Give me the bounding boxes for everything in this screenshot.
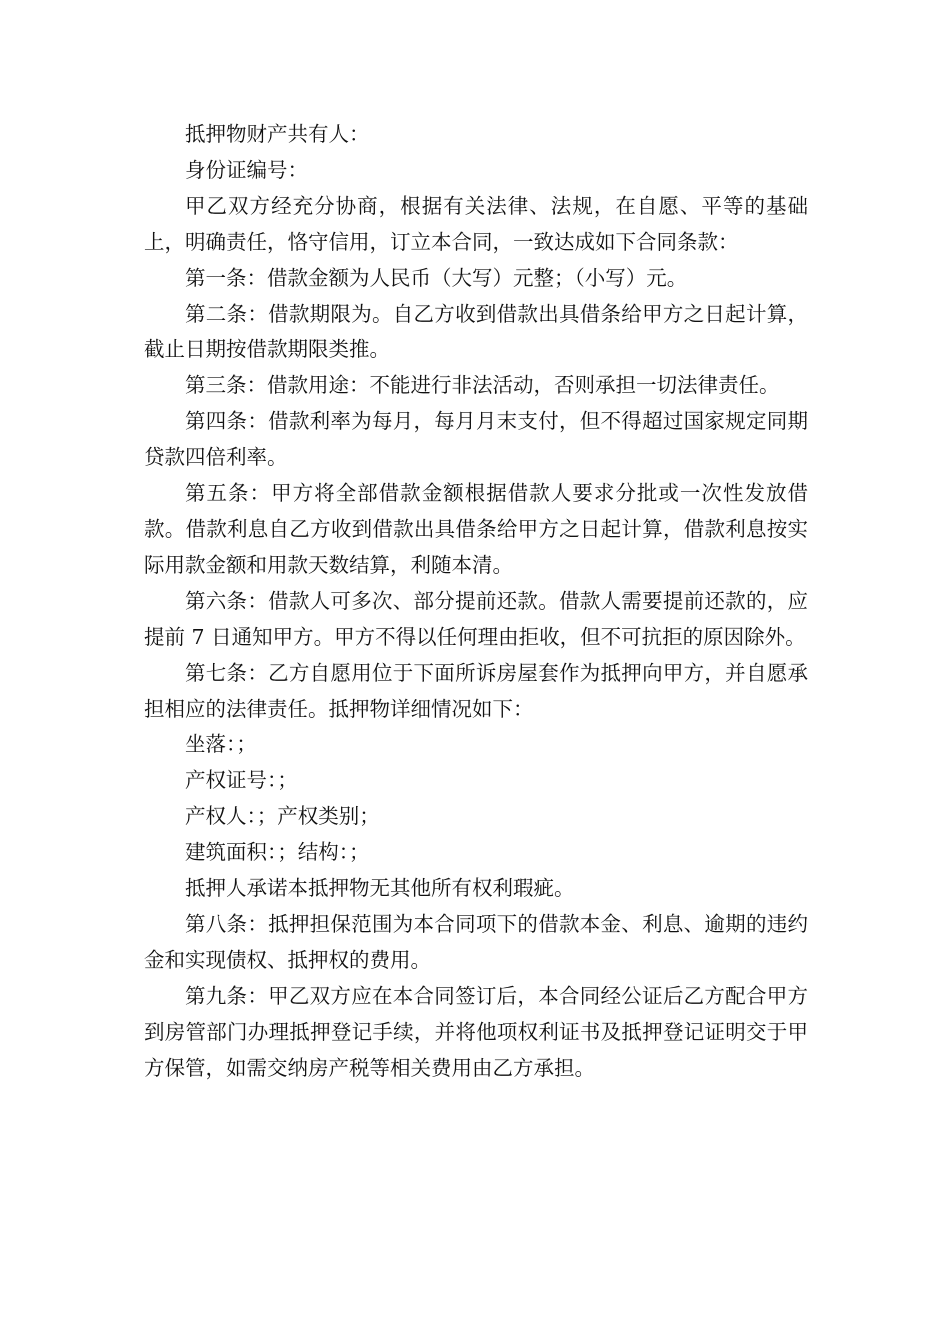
paragraph-article-8: 第八条：抵押担保范围为本合同项下的借款本金、利息、逾期的违约金和实现债权、抵押权的费用。 [144,911,808,972]
paragraph-article-9: 第九条：甲乙双方应在本合同签订后，本合同经公证后乙方配合甲方到房管部门办理抵押登记手续，并将他项权利证书及抵押登记证明交于甲方保管，如需交纳房产税等相关费用由乙方承担。 [144,983,808,1080]
paragraph-no-defect: 抵押人承诺本抵押物无其他所有权利瑕疵。 [185,876,575,901]
paragraph-article-1: 第一条：借款金额为人民币（大写）元整；（小写）元。 [185,265,688,290]
paragraph-article-6: 第六条：借款人可多次、部分提前还款。借款人需要提前还款的，应提前 7 日通知甲方。甲方不得以任何理由拒收，但不可抗拒的原因除外。 [144,588,808,649]
paragraph-title-certificate: 产权证号：； [185,768,298,793]
paragraph-building-area: 建筑面积：；结构：； [185,840,370,865]
paragraph-article-7: 第七条：乙方自愿用位于下面所诉房屋套作为抵押向甲方，并自愿承担相应的法律责任。抵押物详细情况如下： [144,660,808,721]
paragraph-article-3: 第三条：借款用途：不能进行非法活动，否则承担一切法律责任。 [185,373,780,398]
paragraph-id-number: 身份证编号： [185,157,308,182]
document-body [144,117,808,1086]
paragraph-co-owner: 抵押物财产共有人： [185,122,370,146]
paragraph-article-2: 第二条：借款期限为。自乙方收到借款出具借条给甲方之日起计算，截止日期按借款期限类推。 [144,301,808,362]
paragraph-article-4: 第四条：借款利率为每月，每月月末支付，但不得超过国家规定同期贷款四倍利率。 [144,409,808,470]
paragraph-preamble: 甲乙双方经充分协商，根据有关法律、法规，在自愿、平等的基础上，明确责任，恪守信用，订立本合同，一致达成如下合同条款： [144,193,808,254]
paragraph-location: 坐落：； [185,732,257,757]
paragraph-article-5: 第五条：甲方将全部借款金额根据借款人要求分批或一次性发放借款。借款利息自乙方收到借款出具借条给甲方之日起计算，借款利息按实际用款金额和用款天数结算，利随本清。 [144,481,808,577]
paragraph-owner: 产权人：；产权类别； [185,804,380,829]
